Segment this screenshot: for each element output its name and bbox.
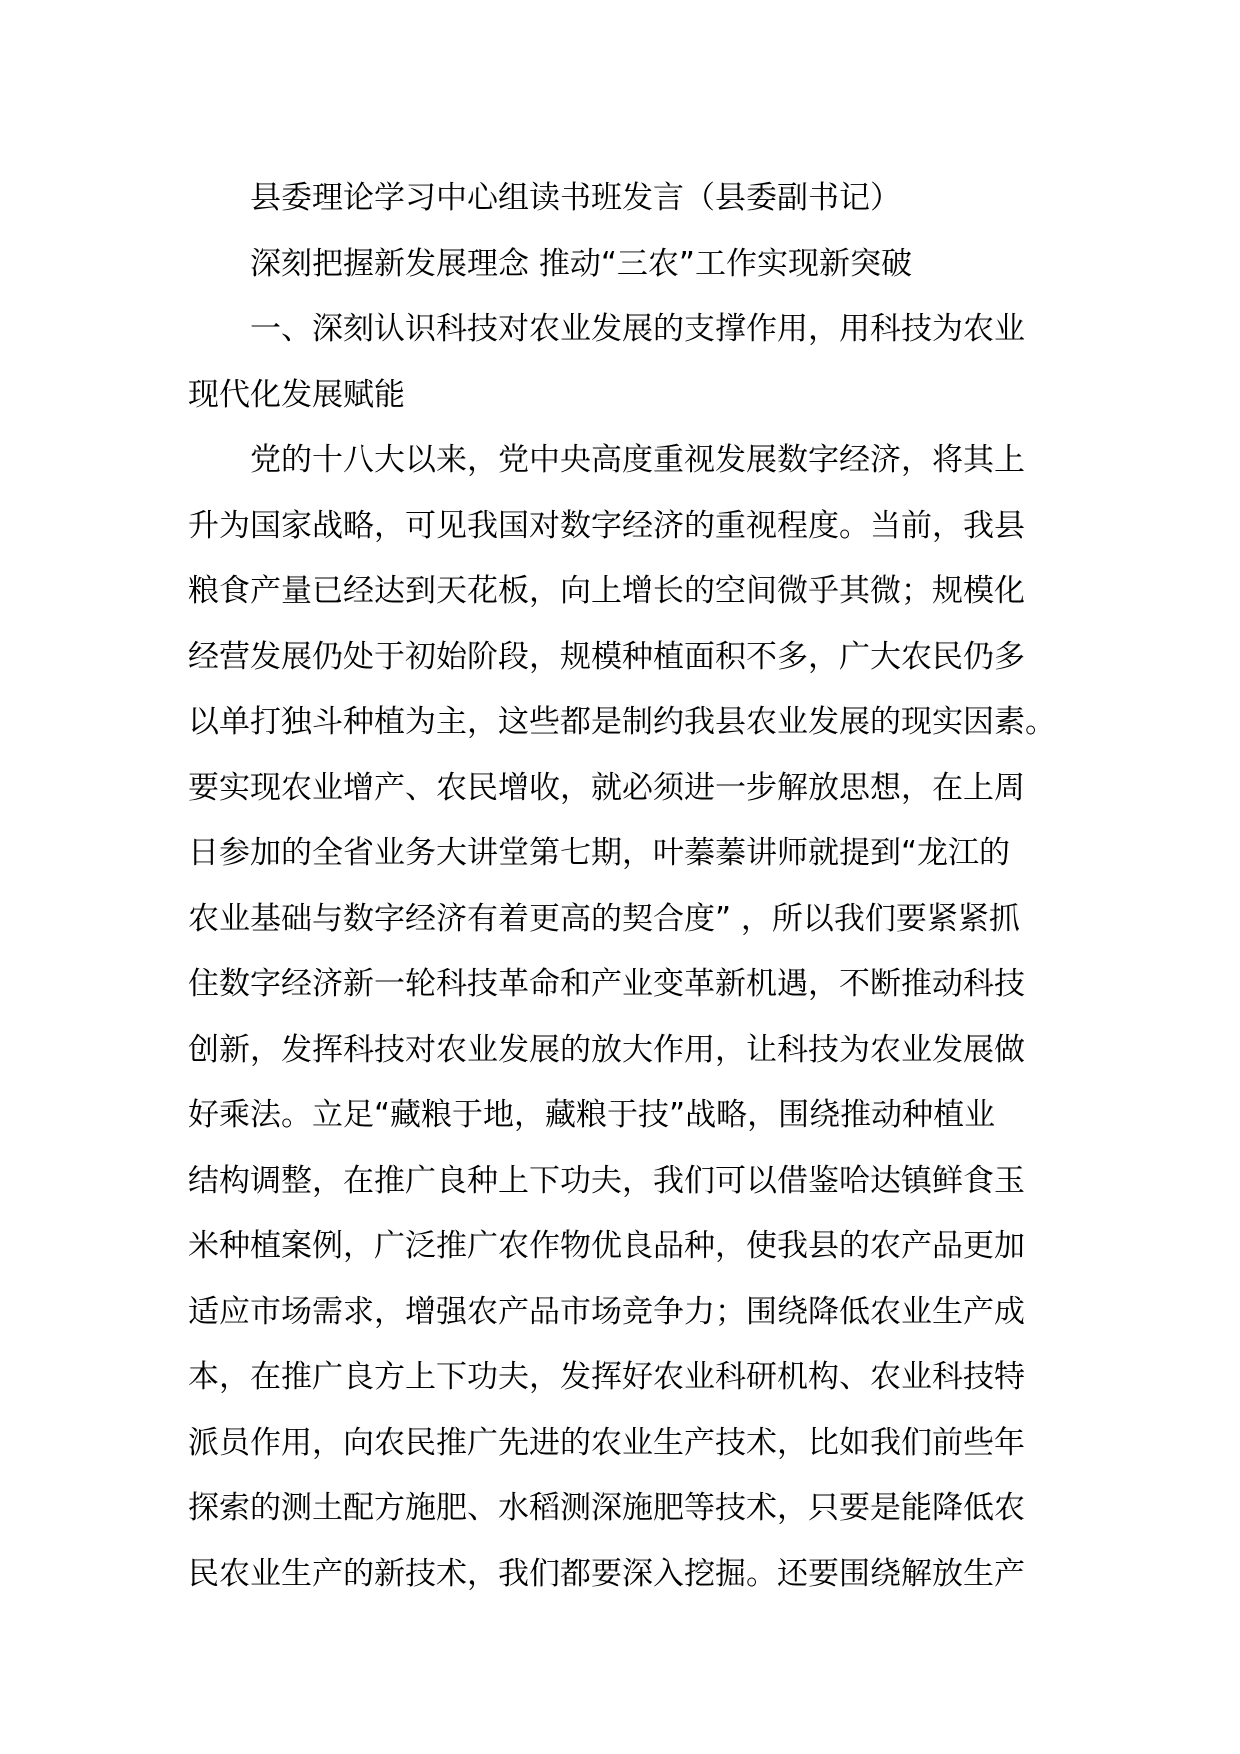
paragraph-line: 探索的测土配方施肥、水稻测深施肥等技术，只要是能降低农	[188, 1490, 1025, 1526]
document-subtitle: 深刻把握新发展理念 推动“三农”工作实现新突破	[250, 245, 912, 282]
paragraph-line: 结构调整，在推广良种上下功夫，我们可以借鉴哈达镇鲜食玉	[188, 1162, 1025, 1199]
document-title: 县委理论学习中心组读书班发言（县委副书记）	[250, 180, 901, 216]
paragraph-line: 好乘法。立足“藏粮于地，藏粮于技”战略，围绕推动种植业	[188, 1097, 996, 1133]
paragraph-line: 创新，发挥科技对农业发展的放大作用，让科技为农业发展做	[188, 1031, 1025, 1068]
paragraph-line: 米种植案例，广泛推广农作物优良品种，使我县的农产品更加	[188, 1228, 1025, 1264]
paragraph-line: 党的十八大以来，党中央高度重视发展数字经济，将其上	[250, 442, 1025, 478]
section-heading: 一、深刻认识科技对农业发展的支撑作用，用科技为农业	[250, 311, 1025, 347]
paragraph-line: 本，在推广良方上下功夫，发挥好农业科研机构、农业科技特	[188, 1359, 1025, 1395]
paragraph-line: 粮食产量已经达到天花板，向上增长的空间微乎其微；规模化	[188, 573, 1025, 609]
paragraph-line: 升为国家战略，可见我国对数字经济的重视程度。当前，我县	[188, 507, 1025, 544]
paragraph-line: 农业基础与数字经济有着更高的契合度” ，所以我们要紧紧抓	[188, 900, 1020, 937]
paragraph-line: 民农业生产的新技术，我们都要深入挖掘。还要围绕解放生产	[188, 1555, 1025, 1592]
paragraph-line: 住数字经济新一轮科技革命和产业变革新机遇，不断推动科技	[188, 966, 1025, 1002]
paragraph-line: 适应市场需求，增强农产品市场竞争力；围绕降低农业生产成	[188, 1293, 1025, 1330]
paragraph-line: 经营发展仍处于初始阶段，规模种植面积不多，广大农民仍多	[188, 638, 1025, 675]
paragraph-line: 要实现农业增产、农民增收，就必须进一步解放思想，在上周	[188, 769, 1025, 806]
section-heading-continued: 现代化发展赋能	[188, 376, 405, 413]
document-body	[188, 166, 1058, 1607]
paragraph-line: 日参加的全省业务大讲堂第七期，叶蓁蓁讲师就提到“龙江的	[188, 835, 1011, 871]
paragraph-line: 以单打独斗种植为主，这些都是制约我县农业发展的现实因素。	[188, 704, 1056, 740]
paragraph-line: 派员作用，向农民推广先进的农业生产技术，比如我们前些年	[188, 1424, 1025, 1461]
